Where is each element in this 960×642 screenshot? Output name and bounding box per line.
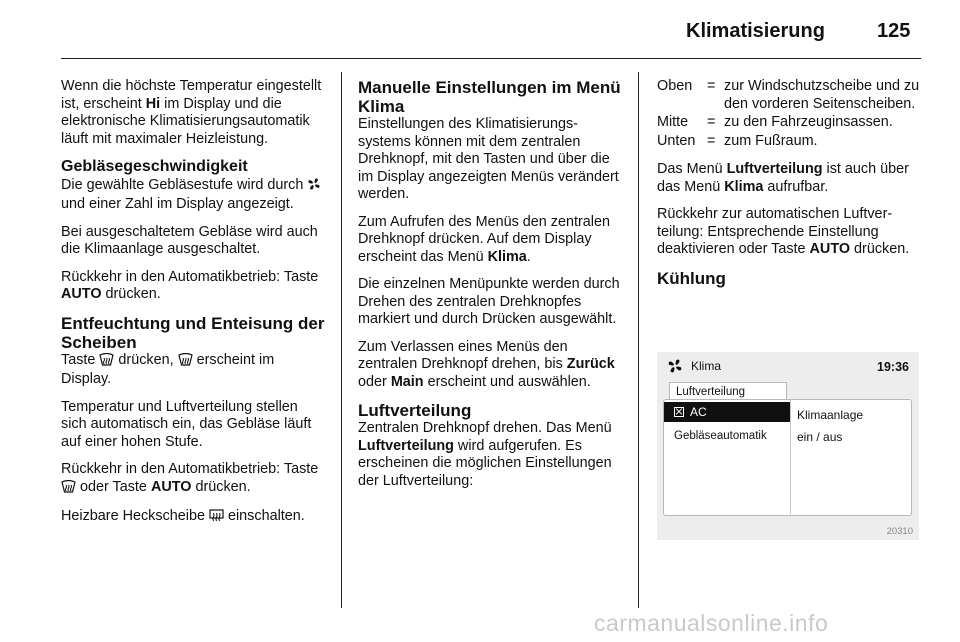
heading-cooling: Kühlung (657, 268, 726, 288)
column-divider-2 (638, 72, 639, 608)
column-2 (358, 78, 624, 500)
paragraph-defog-temp: Temperatur und Luftverteilung stellen sich automatisch ein, das Gebläse läuft auf einer hohen Stufe. (61, 398, 312, 450)
display-item-ac-selected: AC (664, 402, 790, 422)
paragraph-air-menu: Das Menü Luftverteilung ist auch über das Menü Klima aufrufbar. (657, 161, 909, 195)
heading-air-distribution: Luftverteilung (358, 401, 472, 420)
windshield-defrost-icon (178, 353, 193, 372)
column-divider-1 (341, 72, 342, 608)
fan-icon (667, 358, 683, 379)
air-distribution-table (657, 78, 923, 151)
display-header (657, 352, 919, 380)
heading-manual-settings: Manuelle Einstellungen im Menü Klima (358, 78, 621, 116)
paragraph-rear-window: Heizbare Heckscheibe einschalten. (61, 508, 325, 528)
paragraph-defog: Taste drücken, erscheint im Display. (61, 351, 275, 387)
paragraph-air-auto: Rückkehr zur automatischen Luftverteilung: Entsprechende Einstellung deaktivieren oder Taste AUTO drücken. (657, 206, 910, 257)
checkbox-icon (674, 407, 684, 417)
display-value-klimaanlage: Klimaanlage (797, 408, 864, 422)
header-rule (61, 58, 921, 59)
display-clock: 19:36 (877, 360, 909, 374)
climate-display-illustration (657, 352, 919, 540)
display-item-blower-auto: Gebläseautomatik (674, 430, 767, 442)
display-tab-luftverteilung: Luftverteilung (669, 382, 787, 400)
page-title: Klimatisierung (686, 20, 825, 42)
paragraph-air-1: Zentralen Drehknopf drehen. Das Menü Luftverteilung wird aufgerufen. Es erscheinen die möglichen Einstellungen der Luftverteilung: (358, 420, 612, 489)
column-1 (61, 78, 325, 538)
paragraph-manual-2: Zum Aufrufen des Menüs den zentralen Drehknopf drücken. Auf dem Display erscheint das Menü Klima. (358, 213, 610, 265)
table-row: Oben = zur Windschutzscheibe und zu den vorderen Seitenscheiben. (657, 78, 920, 112)
paragraph-defog-auto: Rückkehr in den Automatikbetrieb: Taste oder Taste AUTO drücken. (61, 461, 325, 498)
fan-icon (307, 177, 321, 197)
paragraph-fan-auto: Rückkehr in den Automatikbetrieb: Taste AUTO drücken. (61, 268, 319, 302)
table-row: Mitte = zu den Fahrzeuginsassen. (657, 114, 893, 130)
paragraph-hi: Wenn die höchste Temperatur eingestellt ist, erscheint Hi im Display und die elektronische Klimatisierungsautomatik läuft mit maximaler Heizleistung. (61, 78, 322, 147)
paragraph-manual-1: Einstellungen des Klimatisierungssystems können mit dem zentralen Drehknopf, mit den Tasten und über die im Display angezeigten Menüs verändert werden. (358, 116, 619, 202)
display-panel (663, 399, 912, 516)
display-title: Klima (691, 359, 722, 373)
heading-defog: Entfeuchtung und Enteisung der Scheiben (61, 313, 325, 352)
heading-fan-speed: Gebläsegeschwindigkeit (61, 158, 248, 175)
column-3 (657, 78, 923, 288)
paragraph-manual-3: Die einzelnen Menüpunkte werden durch Drehen des zentralen Drehknopfes markiert und durch Drücken ausgewählt. (358, 276, 620, 327)
table-row: Unten = zum Fußraum. (657, 132, 818, 149)
display-separator (790, 400, 791, 514)
paragraph-fan: Die gewählte Gebläsestufe wird durch und einer Zahl im Display angezeigt. (61, 177, 325, 214)
watermark: carmanualsonline.info (594, 610, 829, 636)
image-code: 20310 (886, 526, 913, 537)
windshield-defrost-icon (61, 480, 76, 499)
paragraph-fan-off: Bei ausgeschaltetem Gebläse wird auch die Klimaanlage ausgeschaltet. (61, 223, 318, 257)
display-value-on-off: ein / aus (797, 430, 843, 444)
paragraph-manual-4: Zum Verlassen eines Menüs den zentralen Drehknopf drehen, bis Zurück oder Main erscheint und auswählen. (358, 338, 615, 390)
page-number: 125 (877, 20, 911, 42)
windshield-defrost-icon (99, 353, 114, 372)
rear-window-heating-icon (209, 509, 224, 528)
